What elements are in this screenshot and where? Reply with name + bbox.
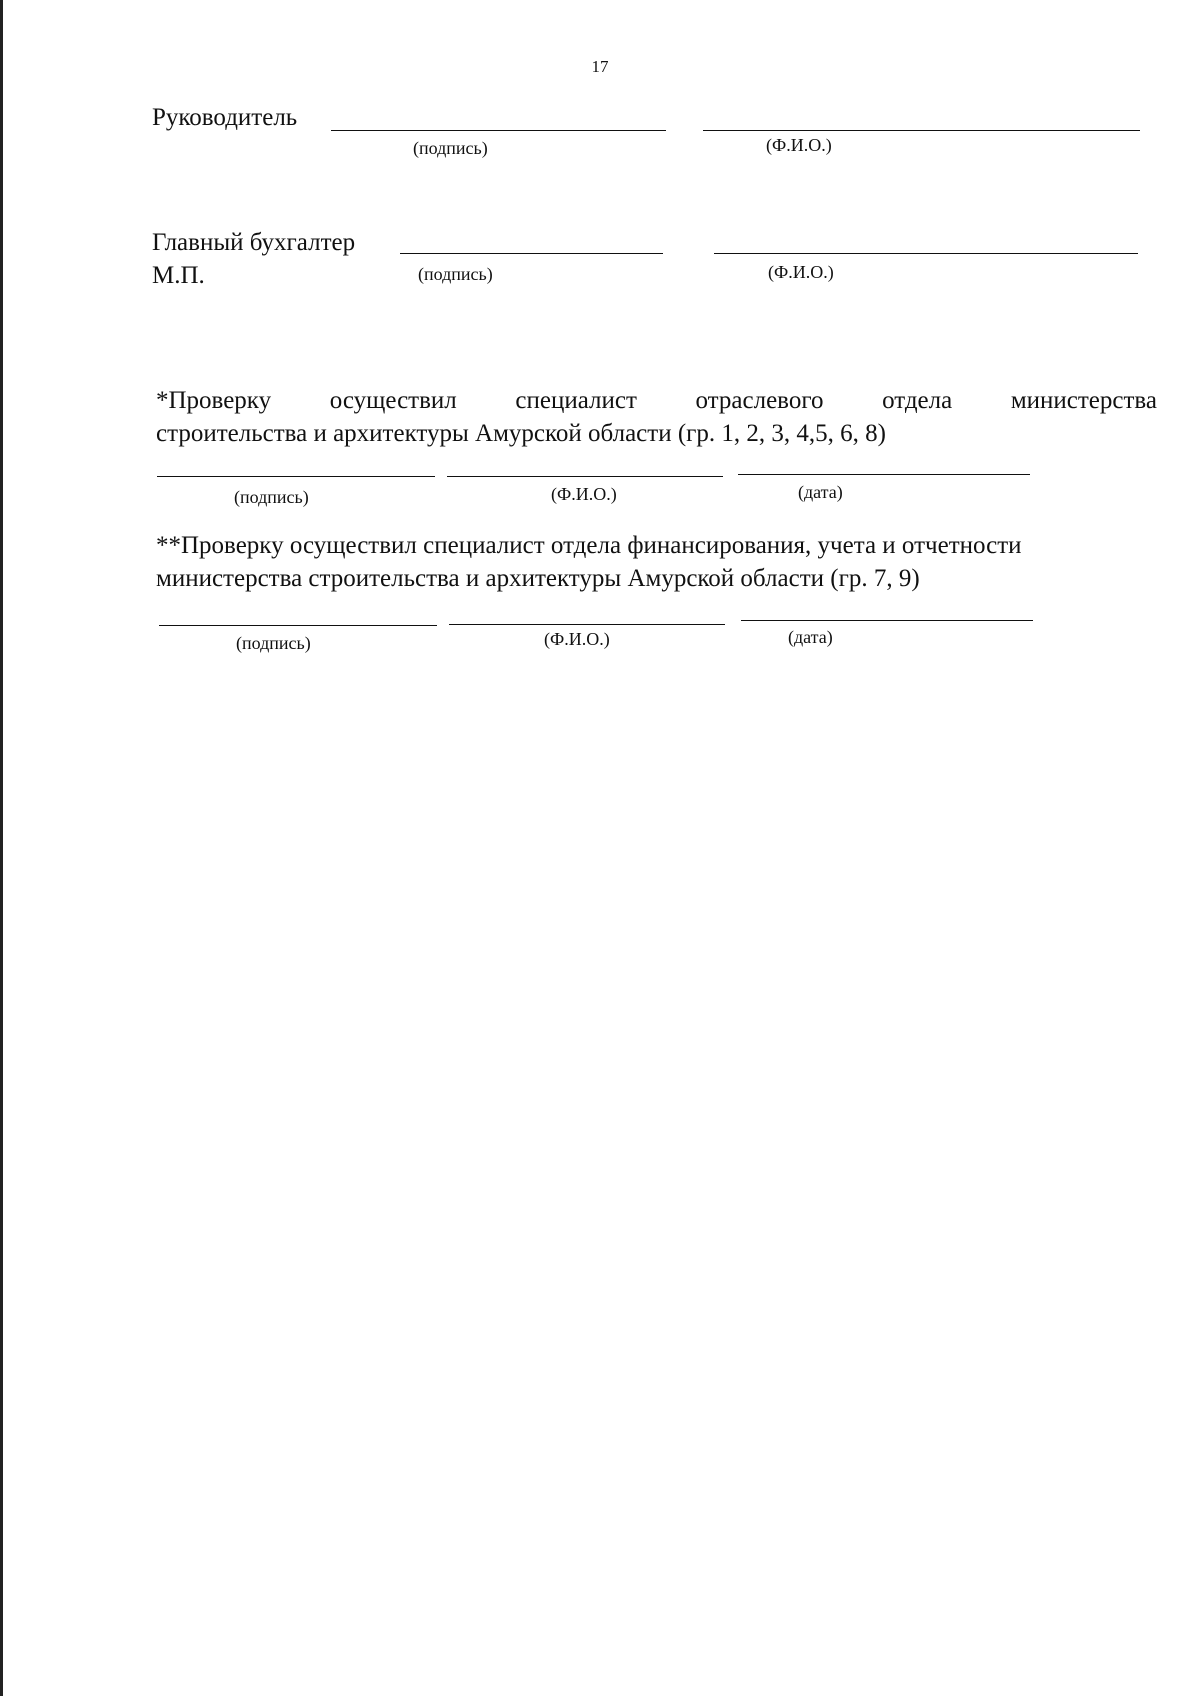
check-2-line-2: министерства строительства и архитектуры Амурской области (гр. 7, 9) <box>156 565 920 592</box>
check-1-line-1 <box>156 384 1157 417</box>
check-2-signature-line <box>159 625 437 626</box>
check-1-signature-line <box>157 476 435 477</box>
stamp-label: М.П. <box>152 262 205 289</box>
accountant-signature-caption: (подпись) <box>418 264 493 284</box>
scan-edge <box>0 0 3 1696</box>
check-1-signature-caption: (подпись) <box>234 487 309 507</box>
accountant-name-line <box>714 253 1138 254</box>
check-1-name-line <box>447 476 723 477</box>
check-1-paragraph <box>156 384 1157 450</box>
check-2-name-line <box>449 624 725 625</box>
check-1-name-caption: (Ф.И.О.) <box>551 484 617 504</box>
check-2-signature-caption: (подпись) <box>236 633 311 653</box>
check-2-name-caption: (Ф.И.О.) <box>544 629 610 649</box>
check-2-date-caption: (дата) <box>788 627 833 647</box>
check-2-line-1: **Проверку осуществил специалист отдела финансирования, учета и отчетности <box>156 532 1022 559</box>
check-1-word: специалист <box>515 387 637 414</box>
check-1-word: осуществил <box>329 387 457 414</box>
page-number: 17 <box>591 57 609 76</box>
head-name-line <box>703 130 1140 131</box>
check-1-word: *Проверку <box>156 387 272 414</box>
check-1-date-caption: (дата) <box>798 482 843 502</box>
head-label: Руководитель <box>152 104 298 131</box>
head-signature-line <box>331 130 666 131</box>
check-1-word: отдела <box>882 387 953 414</box>
check-1-line-2: строительства и архитектуры Амурской области (гр. 1, 2, 3, 4,5, 6, 8) <box>156 420 886 447</box>
check-2-paragraph <box>156 529 1176 595</box>
check-1-word: отраслевого <box>695 387 824 414</box>
accountant-label: Главный бухгалтер <box>152 229 356 256</box>
head-signature-caption: (подпись) <box>413 138 488 158</box>
check-1-word: министерства <box>1010 387 1157 414</box>
head-name-caption: (Ф.И.О.) <box>766 135 832 155</box>
check-1-date-line <box>738 474 1030 475</box>
check-2-date-line <box>741 620 1033 621</box>
accountant-name-caption: (Ф.И.О.) <box>768 262 834 282</box>
accountant-signature-line <box>400 253 663 254</box>
